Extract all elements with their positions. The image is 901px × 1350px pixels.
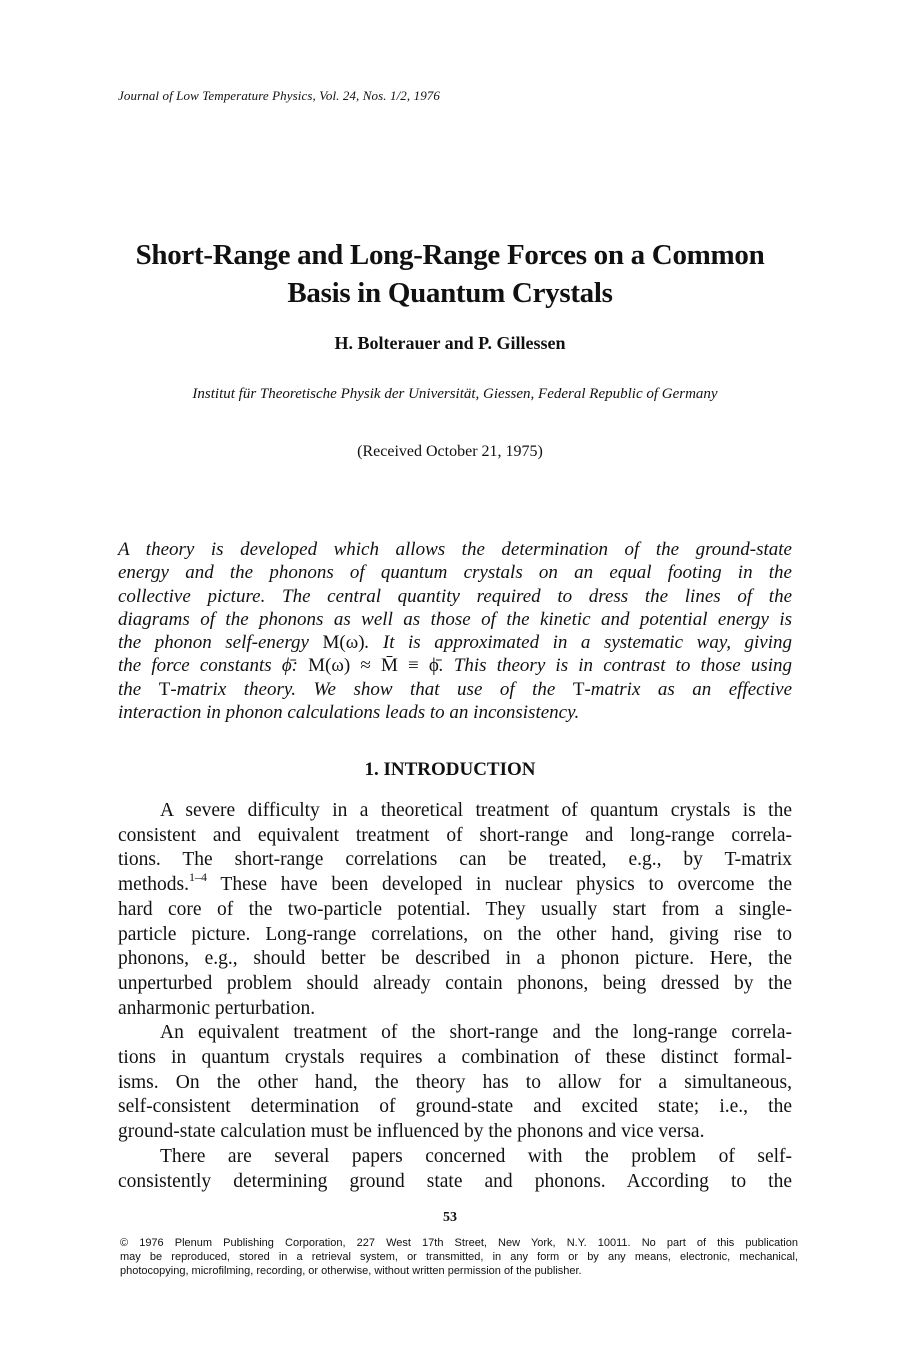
math-approximation: M(ω) ≈ M̄ ≡ ϕ̄ (308, 655, 439, 677)
copyright-line: photocopying, microfilming, recording, or otherwise, without written permission of the publisher. (120, 1265, 582, 1277)
abstract-line: collective picture. The central quantity required to dress the lines of the (118, 585, 792, 607)
body-line: unperturbed problem should already contain phonons, being dressed by the (118, 972, 792, 994)
journal-citation: Journal of Low Temperature Physics, Vol. 24, Nos. 1/2, 1976 (118, 88, 441, 103)
abstract-text: -matrix theory. We show that use of the (170, 678, 573, 700)
received-date: (Received October 21, 1975) (357, 443, 543, 460)
body-text (118, 799, 792, 1194)
body-line: tions in quantum crystals requires a combination of these distinct formal- (118, 1047, 792, 1069)
math-self-energy: M(ω) (322, 632, 365, 654)
copyright-notice (120, 1236, 798, 1278)
abstract-line: diagrams of the phonons as well as those of the kinetic and potential energy is (118, 608, 792, 630)
affiliation: Institut für Theoretische Physik der Universität, Giessen, Federal Republic of Germany (192, 386, 718, 402)
abstract-text: the force constants (118, 655, 282, 677)
paper-title (100, 236, 800, 312)
abstract-line: energy and the phonons of quantum crystals on an equal footing in the (118, 562, 792, 584)
abstract-text: -matrix as an effective (584, 678, 792, 700)
title-line-1: Short-Range and Long-Range Forces on a Common (135, 239, 765, 271)
body-line: ground-state calculation must be influenced by the phonons and vice versa. (118, 1121, 705, 1143)
body-line: particle picture. Long-range correlations, on the other hand, giving rise to (118, 923, 792, 945)
body-text-fragment: methods. (118, 874, 189, 896)
body-line: isms. On the other hand, the theory has to allow for a simultaneous, (118, 1071, 792, 1093)
body-line: An equivalent treatment of the short-range and the long-range correla- (160, 1022, 792, 1044)
abstract-text: . It is approximated in a systematic way, giving (364, 632, 792, 654)
title-line-2: Basis in Quantum Crystals (287, 277, 613, 309)
abstract-text: : (291, 655, 309, 677)
body-line: There are several papers concerned with the problem of self- (160, 1145, 792, 1167)
math-phi-bar: ϕ̄ (281, 655, 292, 677)
body-line: anharmonic perturbation. (118, 997, 316, 1019)
body-line: consistent and equivalent treatment of short-range and long-range correla- (118, 824, 792, 846)
body-line: tions. The short-range correlations can be treated, e.g., by T-matrix (118, 849, 792, 871)
authors: H. Bolterauer and P. Gillessen (334, 333, 566, 353)
body-line: phonons, e.g., should better be described in a phonon picture. Here, the (118, 948, 792, 970)
abstract-line (118, 678, 792, 701)
body-line (118, 870, 792, 898)
abstract-line: interaction in phonon calculations leads to an inconsistency. (118, 702, 580, 724)
abstract-line (118, 631, 792, 654)
body-line: A severe difficulty in a theoretical treatment of quantum crystals is the (160, 800, 792, 821)
body-line: consistently determining ground state and phonons. According to the (118, 1170, 792, 1192)
abstract (118, 538, 792, 724)
body-line: self-consistent determination of ground-state and excited state; i.e., the (118, 1096, 792, 1118)
abstract-text: . This theory is in contrast to those using (438, 655, 793, 677)
abstract-line (118, 654, 792, 677)
page-number: 53 (443, 1210, 457, 1225)
abstract-line: A theory is developed which allows the determination of the ground-state (118, 539, 792, 560)
body-text-fragment: These have been developed in nuclear physics to overcome the (206, 874, 792, 896)
abstract-text: the phonon self-energy (118, 632, 323, 654)
abstract-text: the (118, 678, 159, 700)
section-heading: 1. INTRODUCTION (364, 759, 536, 780)
citation-superscript: 1–4 (188, 870, 207, 885)
math-t: T (572, 678, 585, 700)
copyright-line: may be reproduced, stored in a retrieval system, or transmitted, in any form or by any means, electronic, mechanical, (120, 1251, 798, 1263)
body-line: hard core of the two-particle potential. They usually start from a single- (118, 898, 792, 920)
math-t: T (158, 678, 171, 700)
copyright-line: © 1976 Plenum Publishing Corporation, 227 West 17th Street, New York, N.Y. 10011. No part of this publication (120, 1237, 798, 1249)
